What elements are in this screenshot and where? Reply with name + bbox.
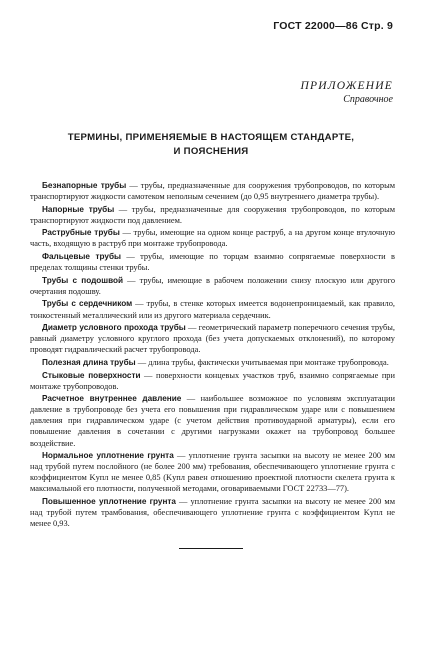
closing-divider bbox=[179, 548, 243, 549]
definition-paragraph bbox=[30, 227, 395, 249]
definition-term: Диаметр условного прохода трубы bbox=[42, 323, 186, 333]
definition-text: — уплотнение грунта засыпки на высоту не менее 200 мм над трубой путем трамбования, обеспечивающего уплотнение грунта с коэффициентом Kупл не менее 0,93. bbox=[30, 497, 395, 529]
definition-text: — трубы, имеющие в рабочем положении снизу плоскую или другого очертания подошву. bbox=[30, 275, 396, 296]
definition-paragraph bbox=[30, 180, 395, 202]
definition-paragraph bbox=[30, 450, 395, 494]
definition-text: — геометрический параметр поперечного сечения трубы, равный диаметру условного круглого прохода (без учета допускаемых отклонений), по которому проводят гидравлический расчет трубопровода. bbox=[30, 323, 396, 355]
definition-text: — трубы, в стенке которых имеется водонепроницаемый, как правило, тонкостенный металлический или из другого материала сердечник. bbox=[30, 299, 395, 320]
appendix-label: ПРИЛОЖЕНИЕ bbox=[300, 80, 393, 92]
definition-text: — трубы, имеющие на одном конце раструб, а на другом конце втулочную часть, входящую в раструб при монтаже трубопровода. bbox=[30, 228, 395, 249]
definition-term: Повышенное уплотнение грунта bbox=[42, 497, 176, 507]
running-head: ГОСТ 22000—86 Стр. 9 bbox=[273, 20, 393, 32]
definition-paragraph bbox=[30, 251, 395, 273]
definition-term: Раструбные трубы bbox=[42, 228, 120, 238]
definition-paragraph bbox=[30, 393, 395, 448]
definition-text: — наибольшее возможное по условиям эксплуатации давление в трубопроводе без учета его повышения при гидравлическом ударе или с повышением давления при гидравлическом ударе (с учетом действия противоударной арматуры), если его повышение давления в сочетании с другими нагрузками окажет на трубопровод большее воздействие. bbox=[30, 394, 395, 448]
definition-term: Напорные трубы bbox=[42, 204, 115, 214]
definition-text: — длина трубы, фактически учитываемая при монтаже трубопровода. bbox=[135, 357, 389, 367]
definition-paragraph bbox=[30, 370, 395, 392]
definition-term: Безнапорные трубы bbox=[42, 181, 127, 190]
definition-term: Трубы с сердечником bbox=[42, 299, 133, 309]
definition-text: — уплотнение грунта засыпки на высоту не менее 200 мм над трубой путем послойного (не более 200 мм) требования, обеспечивающего уплотнение грунта с коэффициентом Kупл не менее 0,85 (Kупл равен отношению проектной плотности скелета грунта к максимальной его плотности, полученной методами, оговариваемыми ГОСТ 22733—77). bbox=[30, 451, 395, 494]
definition-text: — трубы, предназначенные для сооружения трубопроводов, по которым транспортируют жидкости самотеком неполным сечением (до 0,95 внутреннего диаметра трубы). bbox=[30, 181, 395, 202]
appendix-block bbox=[301, 80, 393, 105]
definition-text: — поверхности концевых участков труб, взаимно сопрягаемые при монтаже трубопроводов. bbox=[30, 370, 395, 391]
definition-paragraph bbox=[30, 357, 395, 368]
section-title-line-2: И ПОЯСНЕНИЯ bbox=[173, 146, 249, 157]
definition-term: Полезная длина трубы bbox=[42, 357, 136, 367]
definition-paragraph bbox=[30, 204, 395, 226]
definition-paragraph bbox=[30, 275, 395, 297]
section-title-line-1: ТЕРМИНЫ, ПРИМЕНЯЕМЫЕ В НАСТОЯЩЕМ СТАНДАРТЕ, bbox=[67, 132, 355, 143]
definition-term: Фальцевые трубы bbox=[42, 252, 122, 262]
definition-paragraph bbox=[30, 496, 395, 529]
definition-text: — трубы, имеющие по торцам взаимно сопрягаемые поверхности в пределах толщины стенки трубы. bbox=[30, 252, 395, 273]
definition-term: Стыковые поверхности bbox=[42, 370, 141, 380]
definitions-list bbox=[30, 180, 395, 531]
definition-paragraph bbox=[30, 298, 395, 320]
section-title bbox=[30, 131, 392, 159]
definition-term: Нормальное уплотнение грунта bbox=[42, 451, 174, 461]
appendix-subtitle: Справочное bbox=[343, 94, 393, 105]
definition-term: Расчетное внутреннее давление bbox=[42, 394, 182, 404]
definition-text: — трубы, предназначенные для сооружения трубопроводов, по которым транспортируют жидкости под давлением. bbox=[30, 204, 396, 225]
definition-term: Трубы с подошвой bbox=[42, 275, 124, 285]
definition-paragraph bbox=[30, 322, 395, 355]
